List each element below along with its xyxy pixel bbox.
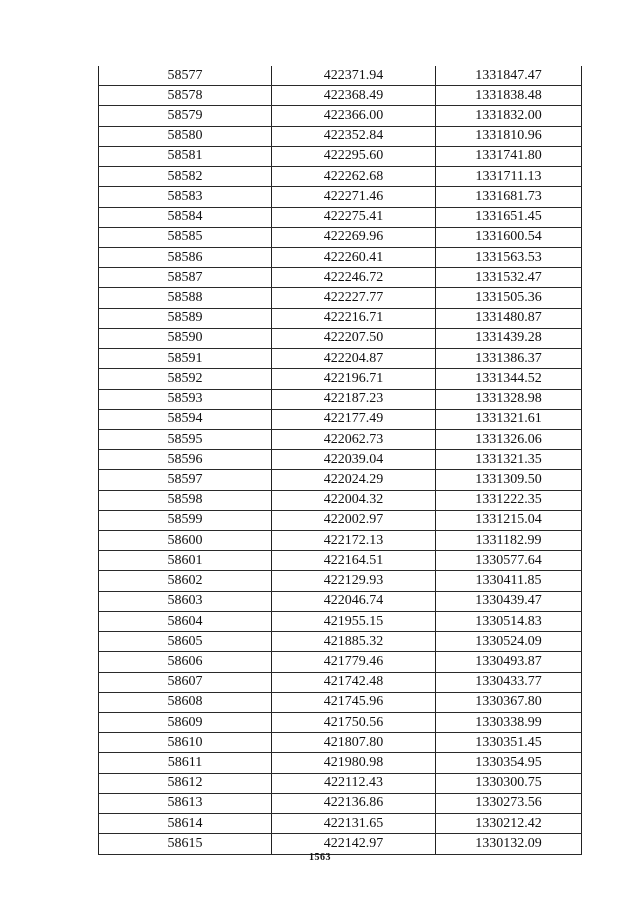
point-id-cell: 58589 bbox=[99, 308, 272, 328]
table-row bbox=[99, 652, 582, 672]
table-row bbox=[99, 490, 582, 510]
x-coordinate-cell: 421745.96 bbox=[272, 692, 436, 712]
point-id-cell: 58607 bbox=[99, 672, 272, 692]
x-coordinate-cell: 422246.72 bbox=[272, 268, 436, 288]
x-coordinate-cell: 421742.48 bbox=[272, 672, 436, 692]
y-coordinate-cell: 1331321.35 bbox=[436, 450, 582, 470]
point-id-cell: 58595 bbox=[99, 429, 272, 449]
y-coordinate-cell: 1331480.87 bbox=[436, 308, 582, 328]
point-id-cell: 58599 bbox=[99, 510, 272, 530]
table-row bbox=[99, 713, 582, 733]
point-id-cell: 58579 bbox=[99, 106, 272, 126]
x-coordinate-cell: 421980.98 bbox=[272, 753, 436, 773]
point-id-cell: 58611 bbox=[99, 753, 272, 773]
point-id-cell: 58590 bbox=[99, 328, 272, 348]
y-coordinate-cell: 1331386.37 bbox=[436, 349, 582, 369]
x-coordinate-cell: 422207.50 bbox=[272, 328, 436, 348]
point-id-cell: 58615 bbox=[99, 834, 272, 854]
table-row bbox=[99, 126, 582, 146]
table-row bbox=[99, 510, 582, 530]
y-coordinate-cell: 1331847.47 bbox=[436, 66, 582, 86]
x-coordinate-cell: 422039.04 bbox=[272, 450, 436, 470]
x-coordinate-cell: 422164.51 bbox=[272, 551, 436, 571]
table-row bbox=[99, 531, 582, 551]
y-coordinate-cell: 1331182.99 bbox=[436, 531, 582, 551]
x-coordinate-cell: 422004.32 bbox=[272, 490, 436, 510]
y-coordinate-cell: 1331439.28 bbox=[436, 328, 582, 348]
point-id-cell: 58577 bbox=[99, 66, 272, 86]
y-coordinate-cell: 1331810.96 bbox=[436, 126, 582, 146]
table-row bbox=[99, 429, 582, 449]
point-id-cell: 58598 bbox=[99, 490, 272, 510]
table-row bbox=[99, 247, 582, 267]
y-coordinate-cell: 1330338.99 bbox=[436, 713, 582, 733]
point-id-cell: 58614 bbox=[99, 814, 272, 834]
y-coordinate-cell: 1330514.83 bbox=[436, 611, 582, 631]
table-row bbox=[99, 834, 582, 854]
point-id-cell: 58597 bbox=[99, 470, 272, 490]
point-id-cell: 58583 bbox=[99, 187, 272, 207]
x-coordinate-cell: 422136.86 bbox=[272, 793, 436, 813]
y-coordinate-cell: 1330439.47 bbox=[436, 591, 582, 611]
y-coordinate-cell: 1331532.47 bbox=[436, 268, 582, 288]
x-coordinate-cell: 422352.84 bbox=[272, 126, 436, 146]
y-coordinate-cell: 1331741.80 bbox=[436, 146, 582, 166]
x-coordinate-cell: 422112.43 bbox=[272, 773, 436, 793]
point-id-cell: 58586 bbox=[99, 247, 272, 267]
coordinate-table bbox=[98, 66, 582, 855]
point-id-cell: 58596 bbox=[99, 450, 272, 470]
table-row bbox=[99, 207, 582, 227]
x-coordinate-cell: 422046.74 bbox=[272, 591, 436, 611]
x-coordinate-cell: 422269.96 bbox=[272, 227, 436, 247]
table-row bbox=[99, 571, 582, 591]
table-row bbox=[99, 106, 582, 126]
x-coordinate-cell: 422002.97 bbox=[272, 510, 436, 530]
table-row bbox=[99, 409, 582, 429]
point-id-cell: 58585 bbox=[99, 227, 272, 247]
x-coordinate-cell: 421885.32 bbox=[272, 632, 436, 652]
y-coordinate-cell: 1330411.85 bbox=[436, 571, 582, 591]
y-coordinate-cell: 1330132.09 bbox=[436, 834, 582, 854]
x-coordinate-cell: 422260.41 bbox=[272, 247, 436, 267]
y-coordinate-cell: 1331505.36 bbox=[436, 288, 582, 308]
y-coordinate-cell: 1330367.80 bbox=[436, 692, 582, 712]
point-id-cell: 58580 bbox=[99, 126, 272, 146]
x-coordinate-cell: 422131.65 bbox=[272, 814, 436, 834]
point-id-cell: 58584 bbox=[99, 207, 272, 227]
table-row bbox=[99, 146, 582, 166]
point-id-cell: 58581 bbox=[99, 146, 272, 166]
x-coordinate-cell: 422366.00 bbox=[272, 106, 436, 126]
table-row bbox=[99, 551, 582, 571]
x-coordinate-cell: 422142.97 bbox=[272, 834, 436, 854]
point-id-cell: 58600 bbox=[99, 531, 272, 551]
point-id-cell: 58608 bbox=[99, 692, 272, 712]
x-coordinate-cell: 422216.71 bbox=[272, 308, 436, 328]
point-id-cell: 58593 bbox=[99, 389, 272, 409]
table-row bbox=[99, 733, 582, 753]
table-row bbox=[99, 167, 582, 187]
table-row bbox=[99, 692, 582, 712]
table-row bbox=[99, 814, 582, 834]
point-id-cell: 58603 bbox=[99, 591, 272, 611]
table-row bbox=[99, 328, 582, 348]
x-coordinate-cell: 421779.46 bbox=[272, 652, 436, 672]
y-coordinate-cell: 1330354.95 bbox=[436, 753, 582, 773]
y-coordinate-cell: 1331711.13 bbox=[436, 167, 582, 187]
point-id-cell: 58588 bbox=[99, 288, 272, 308]
y-coordinate-cell: 1331651.45 bbox=[436, 207, 582, 227]
x-coordinate-cell: 422271.46 bbox=[272, 187, 436, 207]
x-coordinate-cell: 422187.23 bbox=[272, 389, 436, 409]
table-row bbox=[99, 591, 582, 611]
table-row bbox=[99, 288, 582, 308]
table-row bbox=[99, 611, 582, 631]
y-coordinate-cell: 1331838.48 bbox=[436, 86, 582, 106]
table-row bbox=[99, 66, 582, 86]
y-coordinate-cell: 1330577.64 bbox=[436, 551, 582, 571]
x-coordinate-cell: 422177.49 bbox=[272, 409, 436, 429]
x-coordinate-cell: 422129.93 bbox=[272, 571, 436, 591]
x-coordinate-cell: 421807.80 bbox=[272, 733, 436, 753]
page-number: 1563 bbox=[309, 852, 331, 863]
y-coordinate-cell: 1331563.53 bbox=[436, 247, 582, 267]
y-coordinate-cell: 1330273.56 bbox=[436, 793, 582, 813]
x-coordinate-cell: 422371.94 bbox=[272, 66, 436, 86]
x-coordinate-cell: 422368.49 bbox=[272, 86, 436, 106]
y-coordinate-cell: 1331326.06 bbox=[436, 429, 582, 449]
table-row bbox=[99, 369, 582, 389]
point-id-cell: 58587 bbox=[99, 268, 272, 288]
x-coordinate-cell: 422204.87 bbox=[272, 349, 436, 369]
x-coordinate-cell: 421750.56 bbox=[272, 713, 436, 733]
point-id-cell: 58604 bbox=[99, 611, 272, 631]
table-row bbox=[99, 450, 582, 470]
table-row bbox=[99, 672, 582, 692]
x-coordinate-cell: 422062.73 bbox=[272, 429, 436, 449]
point-id-cell: 58578 bbox=[99, 86, 272, 106]
y-coordinate-cell: 1330351.45 bbox=[436, 733, 582, 753]
y-coordinate-cell: 1331344.52 bbox=[436, 369, 582, 389]
y-coordinate-cell: 1330212.42 bbox=[436, 814, 582, 834]
point-id-cell: 58602 bbox=[99, 571, 272, 591]
table-row bbox=[99, 753, 582, 773]
y-coordinate-cell: 1331321.61 bbox=[436, 409, 582, 429]
x-coordinate-cell: 422262.68 bbox=[272, 167, 436, 187]
point-id-cell: 58613 bbox=[99, 793, 272, 813]
coordinate-table-body bbox=[99, 66, 582, 854]
y-coordinate-cell: 1330433.77 bbox=[436, 672, 582, 692]
point-id-cell: 58592 bbox=[99, 369, 272, 389]
point-id-cell: 58605 bbox=[99, 632, 272, 652]
y-coordinate-cell: 1331832.00 bbox=[436, 106, 582, 126]
table-row bbox=[99, 86, 582, 106]
point-id-cell: 58612 bbox=[99, 773, 272, 793]
x-coordinate-cell: 422275.41 bbox=[272, 207, 436, 227]
x-coordinate-cell: 422172.13 bbox=[272, 531, 436, 551]
y-coordinate-cell: 1331328.98 bbox=[436, 389, 582, 409]
x-coordinate-cell: 422024.29 bbox=[272, 470, 436, 490]
point-id-cell: 58591 bbox=[99, 349, 272, 369]
x-coordinate-cell: 422196.71 bbox=[272, 369, 436, 389]
y-coordinate-cell: 1331215.04 bbox=[436, 510, 582, 530]
y-coordinate-cell: 1331309.50 bbox=[436, 470, 582, 490]
y-coordinate-cell: 1330493.87 bbox=[436, 652, 582, 672]
table-row bbox=[99, 389, 582, 409]
table-row bbox=[99, 268, 582, 288]
table-row bbox=[99, 773, 582, 793]
table-row bbox=[99, 227, 582, 247]
point-id-cell: 58609 bbox=[99, 713, 272, 733]
point-id-cell: 58610 bbox=[99, 733, 272, 753]
y-coordinate-cell: 1331222.35 bbox=[436, 490, 582, 510]
y-coordinate-cell: 1331681.73 bbox=[436, 187, 582, 207]
y-coordinate-cell: 1331600.54 bbox=[436, 227, 582, 247]
point-id-cell: 58606 bbox=[99, 652, 272, 672]
table-row bbox=[99, 349, 582, 369]
y-coordinate-cell: 1330300.75 bbox=[436, 773, 582, 793]
table-row bbox=[99, 308, 582, 328]
x-coordinate-cell: 422227.77 bbox=[272, 288, 436, 308]
table-row bbox=[99, 470, 582, 490]
table-row bbox=[99, 632, 582, 652]
point-id-cell: 58594 bbox=[99, 409, 272, 429]
point-id-cell: 58601 bbox=[99, 551, 272, 571]
x-coordinate-cell: 422295.60 bbox=[272, 146, 436, 166]
table-row bbox=[99, 793, 582, 813]
table-row bbox=[99, 187, 582, 207]
x-coordinate-cell: 421955.15 bbox=[272, 611, 436, 631]
point-id-cell: 58582 bbox=[99, 167, 272, 187]
y-coordinate-cell: 1330524.09 bbox=[436, 632, 582, 652]
